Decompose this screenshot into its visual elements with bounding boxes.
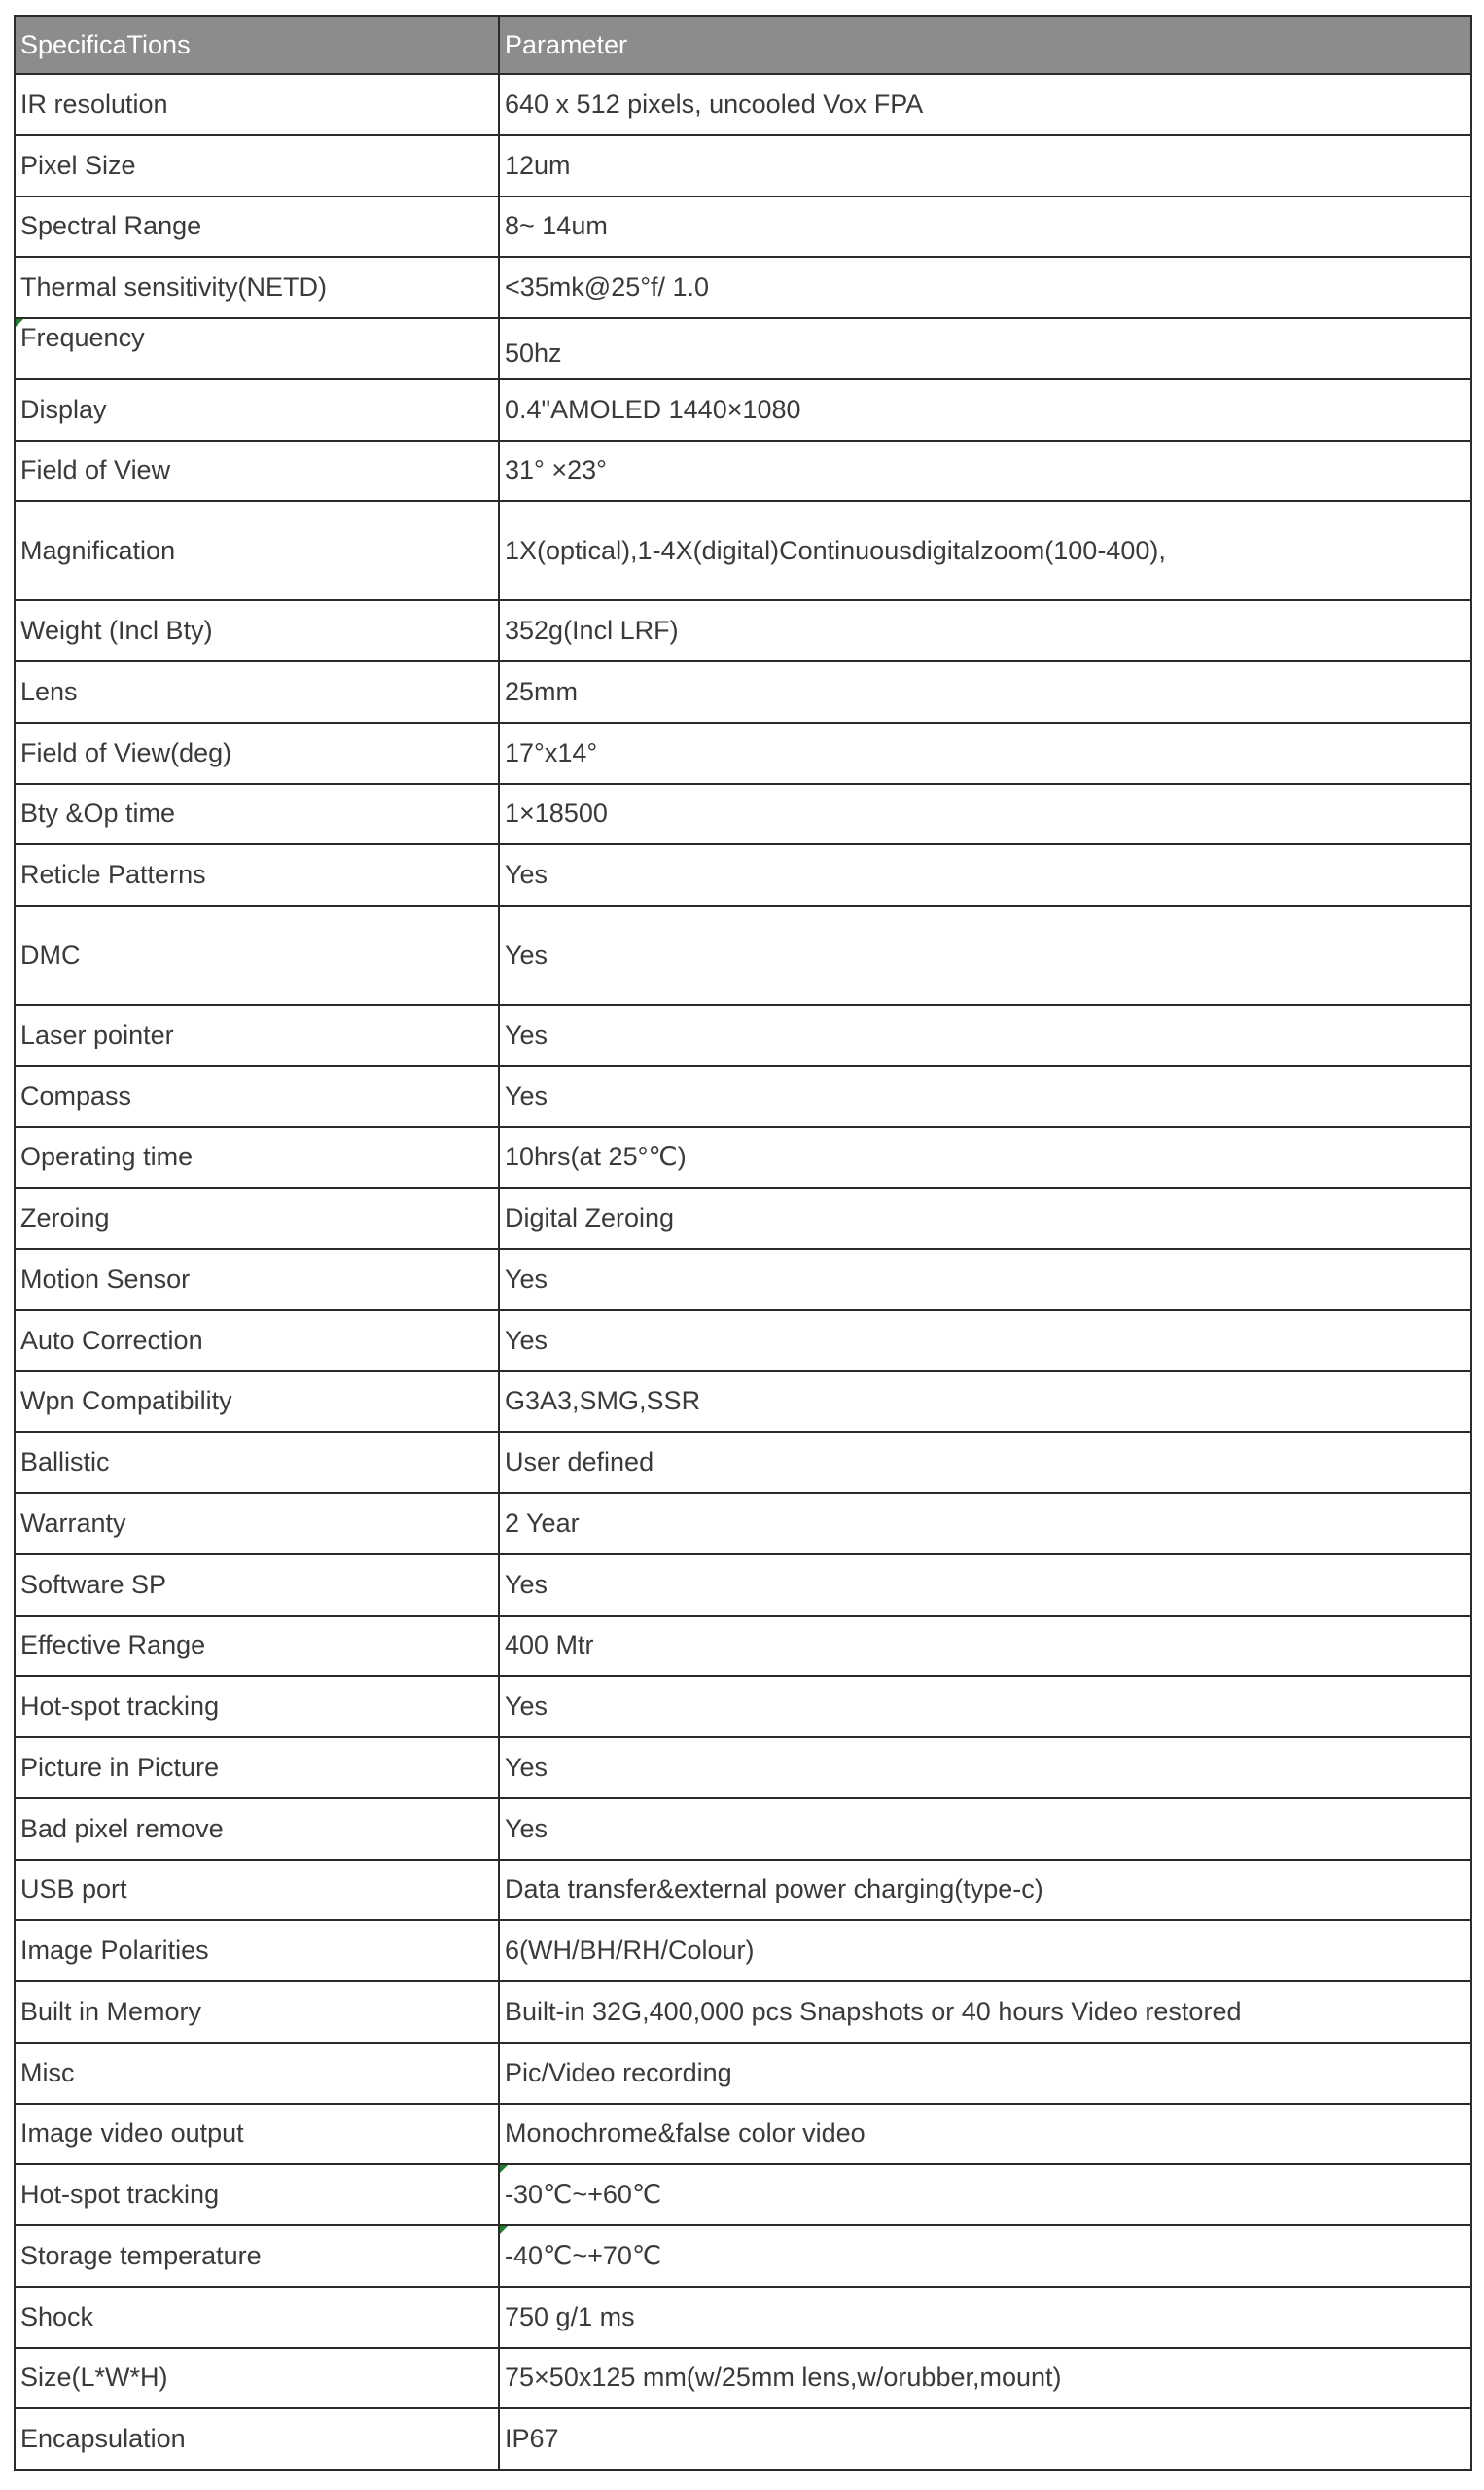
header-specifications: SpecificaTions — [15, 16, 499, 74]
spec-name: Image Polarities — [15, 1920, 499, 1981]
spec-name: Misc — [15, 2043, 499, 2104]
spec-name: Pixel Size — [15, 135, 499, 196]
spec-name: Zeroing — [15, 1188, 499, 1249]
table-row — [15, 1066, 1471, 1127]
table-row — [15, 1005, 1471, 1066]
spec-value: 75×50x125 mm(w/25mm lens,w/orubber,mount) — [499, 2348, 1471, 2409]
table-row — [15, 844, 1471, 906]
spec-name: Warranty — [15, 1493, 499, 1554]
table-row — [15, 2348, 1471, 2409]
table-row — [15, 196, 1471, 258]
spec-value: Yes — [499, 1310, 1471, 1371]
spec-name: Spectral Range — [15, 196, 499, 258]
spec-name: Lens — [15, 661, 499, 723]
table-header-row — [15, 16, 1471, 74]
spec-name: DMC — [15, 906, 499, 1005]
table-row — [15, 2408, 1471, 2470]
spec-name: Storage temperature — [15, 2225, 499, 2287]
spec-name: Built in Memory — [15, 1981, 499, 2043]
spec-name: Compass — [15, 1066, 499, 1127]
spec-name: Hot-spot tracking — [15, 2164, 499, 2225]
spec-name: Thermal sensitivity(NETD) — [15, 257, 499, 318]
spec-name: Laser pointer — [15, 1005, 499, 1066]
spec-value: 1×18500 — [499, 784, 1471, 845]
spec-value: 640 x 512 pixels, uncooled Vox FPA — [499, 74, 1471, 135]
spec-value: Digital Zeroing — [499, 1188, 1471, 1249]
table-row — [15, 1737, 1471, 1798]
spec-name: IR resolution — [15, 74, 499, 135]
spec-value: Built-in 32G,400,000 pcs Snapshots or 40 hours Video restored — [499, 1981, 1471, 2043]
spec-value: Monochrome&false color video — [499, 2104, 1471, 2165]
spec-value: 10hrs(at 25°℃) — [499, 1127, 1471, 1189]
spec-value: Yes — [499, 1798, 1471, 1860]
spec-name: Ballistic — [15, 1432, 499, 1493]
spec-name: Weight (Incl Bty) — [15, 600, 499, 661]
spec-name: Reticle Patterns — [15, 844, 499, 906]
spec-name: Bad pixel remove — [15, 1798, 499, 1860]
spec-value: Yes — [499, 1249, 1471, 1310]
cell-comment-marker — [500, 2226, 508, 2234]
table-row — [15, 1676, 1471, 1737]
spec-name: Display — [15, 379, 499, 441]
spec-name: Picture in Picture — [15, 1737, 499, 1798]
spec-value: 2 Year — [499, 1493, 1471, 1554]
cell-comment-marker — [16, 319, 23, 327]
spec-value: 0.4"AMOLED 1440×1080 — [499, 379, 1471, 441]
spec-value: Yes — [499, 1005, 1471, 1066]
table-row — [15, 2287, 1471, 2348]
spec-value: G3A3,SMG,SSR — [499, 1371, 1471, 1433]
spec-value: IP67 — [499, 2408, 1471, 2470]
spec-value: 750 g/1 ms — [499, 2287, 1471, 2348]
table-row — [15, 1493, 1471, 1554]
table-row — [15, 1554, 1471, 1616]
spec-value: 400 Mtr — [499, 1616, 1471, 1677]
cell-comment-marker — [500, 2165, 508, 2173]
spec-value: 1X(optical),1-4X(digital)Continuousdigitalzoom(100-400), — [499, 501, 1471, 600]
table-row — [15, 661, 1471, 723]
spec-name: Effective Range — [15, 1616, 499, 1677]
spec-name — [15, 318, 499, 379]
spec-name: Wpn Compatibility — [15, 1371, 499, 1433]
spec-value: 17°x14° — [499, 723, 1471, 784]
spec-name: USB port — [15, 1860, 499, 1921]
table-row — [15, 1310, 1471, 1371]
spec-name: Image video output — [15, 2104, 499, 2165]
spec-name-text: Frequency — [20, 323, 145, 352]
spec-value: 6(WH/BH/RH/Colour) — [499, 1920, 1471, 1981]
table-row — [15, 2164, 1471, 2225]
table-row — [15, 1188, 1471, 1249]
header-parameter: Parameter — [499, 16, 1471, 74]
table-row — [15, 379, 1471, 441]
spec-name: Operating time — [15, 1127, 499, 1189]
table-row — [15, 2225, 1471, 2287]
table-row — [15, 257, 1471, 318]
table-row — [15, 2043, 1471, 2104]
spec-value: 31° ×23° — [499, 441, 1471, 502]
spec-name: Shock — [15, 2287, 499, 2348]
spec-name: Size(L*W*H) — [15, 2348, 499, 2409]
table-row — [15, 1981, 1471, 2043]
table-row — [15, 318, 1471, 379]
spec-value — [499, 2225, 1471, 2287]
table-row — [15, 501, 1471, 600]
spec-name: Bty &Op time — [15, 784, 499, 845]
spec-value: Yes — [499, 1066, 1471, 1127]
spec-value: 25mm — [499, 661, 1471, 723]
table-row — [15, 1920, 1471, 1981]
spec-value: 12um — [499, 135, 1471, 196]
spec-value: Yes — [499, 1554, 1471, 1616]
table-row — [15, 1798, 1471, 1860]
table-row — [15, 1860, 1471, 1921]
spec-value: Yes — [499, 1737, 1471, 1798]
table-row — [15, 1249, 1471, 1310]
table-row — [15, 1616, 1471, 1677]
spec-value: 50hz — [499, 318, 1471, 379]
spec-value: Data transfer&external power charging(type-c) — [499, 1860, 1471, 1921]
spec-value: <35mk@25°f/ 1.0 — [499, 257, 1471, 318]
spec-name: Auto Correction — [15, 1310, 499, 1371]
table-row — [15, 784, 1471, 845]
spec-value: 352g(Incl LRF) — [499, 600, 1471, 661]
spec-name: Magnification — [15, 501, 499, 600]
table-row — [15, 906, 1471, 1005]
table-row — [15, 1432, 1471, 1493]
table-row — [15, 74, 1471, 135]
spec-name: Hot-spot tracking — [15, 1676, 499, 1737]
spec-value — [499, 2164, 1471, 2225]
spec-value: Yes — [499, 1676, 1471, 1737]
spec-value: 8~ 14um — [499, 196, 1471, 258]
table-row — [15, 135, 1471, 196]
table-row — [15, 2104, 1471, 2165]
spec-name: Software SP — [15, 1554, 499, 1616]
spec-table — [14, 15, 1472, 2471]
spec-value: Yes — [499, 906, 1471, 1005]
spec-name: Motion Sensor — [15, 1249, 499, 1310]
spec-name: Encapsulation — [15, 2408, 499, 2470]
spec-value-text: -30℃~+60℃ — [505, 2180, 662, 2210]
table-row — [15, 600, 1471, 661]
table-row — [15, 441, 1471, 502]
table-row — [15, 1127, 1471, 1189]
spec-value: Pic/Video recording — [499, 2043, 1471, 2104]
spec-name: Field of View(deg) — [15, 723, 499, 784]
spec-name: Field of View — [15, 441, 499, 502]
table-row — [15, 1371, 1471, 1433]
spec-value-text: -40℃~+70℃ — [505, 2240, 662, 2270]
spec-value: Yes — [499, 844, 1471, 906]
spec-value: User defined — [499, 1432, 1471, 1493]
table-row — [15, 723, 1471, 784]
